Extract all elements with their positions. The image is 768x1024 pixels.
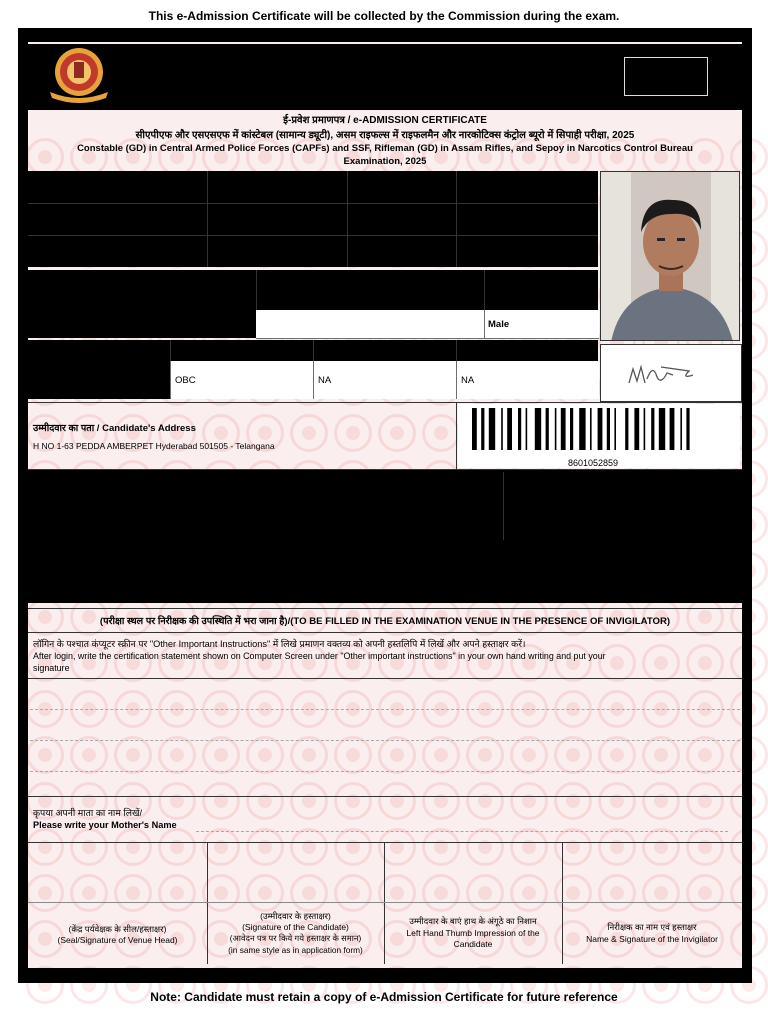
bottom-note: Note: Candidate must retain a copy of e-Admission Certificate for future reference [150, 990, 618, 1004]
writing-line[interactable] [30, 709, 740, 710]
address-value: H NO 1-63 PEDDA AMBERPET Hyderabad 501505 - Telangana [33, 441, 275, 451]
roll-number-box [624, 57, 708, 96]
watermark-emblem-icon [422, 414, 460, 452]
watermark-emblem-icon [378, 782, 416, 820]
ssc-emblem-icon [44, 46, 114, 106]
watermark-emblem-icon [378, 736, 416, 774]
candidate-signature-icon [601, 345, 741, 401]
candidate-sign-label-hindi: (उम्मीदवार के हस्ताक्षर) [260, 911, 331, 921]
watermark-emblem-icon [598, 736, 636, 774]
thumb-label-line2: Candidate [453, 939, 493, 949]
writing-line[interactable] [30, 771, 740, 772]
invigilator-signature-box[interactable] [562, 842, 742, 902]
barcode-icon [458, 404, 740, 454]
sheet-right-border [742, 28, 752, 983]
watermark-emblem-icon [202, 782, 240, 820]
watermark-emblem-icon [114, 736, 152, 774]
watermark-emblem-icon [598, 782, 636, 820]
watermark-emblem-icon [422, 736, 460, 774]
candidate-sign-label: (Signature of the Candidate) [242, 922, 349, 932]
watermark-emblem-icon [202, 736, 240, 774]
sheet-left-border [18, 28, 28, 983]
watermark-emblem-icon [334, 782, 372, 820]
venue-details-block [28, 470, 742, 603]
watermark-emblem-icon [334, 414, 372, 452]
exam-title-hindi: सीएपीएफ और एसएसएफ में कांस्टेबल (सामान्य ड्यूटी), असम राइफल्स में राइफलमैन और नारकोटिक्स कंट्रोल ब्यूरो में सिपाही परीक्षा, 2025 [135, 130, 635, 141]
candidate-sign-note: (in same style as in application form) [228, 945, 363, 955]
venue-head-label: (Seal/Signature of Venue Head) [57, 935, 178, 945]
mother-name-label: Please write your Mother's Name [33, 820, 177, 830]
watermark-emblem-icon [554, 782, 592, 820]
watermark-emblem-icon [466, 736, 504, 774]
top-note: This e-Admission Certificate will be collected by the Commission during the exam. [148, 9, 620, 23]
watermark-emblem-icon [642, 782, 680, 820]
watermark-emblem-icon [246, 736, 284, 774]
mother-name-label-hindi: कृपया अपनी माता का नाम लिखें/ [33, 808, 143, 818]
sheet-bottom-border [18, 968, 752, 983]
watermark-emblem-icon [422, 782, 460, 820]
watermark-emblem-icon [554, 644, 592, 682]
gender-value: Male [488, 319, 510, 330]
watermark-emblem-icon [510, 736, 548, 774]
exam-title-english-line2: Examination, 2025 [343, 156, 427, 167]
thumb-impression-box[interactable] [384, 842, 562, 902]
watermark-emblem-icon [290, 414, 328, 452]
candidate-signature-field[interactable] [207, 842, 384, 902]
watermark-emblem-icon [686, 782, 724, 820]
writing-line[interactable] [30, 740, 740, 741]
watermark-emblem-icon [686, 736, 724, 774]
invigilator-section-heading: (परीक्षा स्थल पर निरीक्षक की उपस्थिति में भरा जाना है)/(TO BE FILLED IN THE EXAMINATION VENUE IN THE PRESENCE OF INVIGILATOR) [99, 616, 671, 627]
watermark-emblem-icon [334, 736, 372, 774]
watermark-emblem-icon [642, 644, 680, 682]
thumb-label: Left Hand Thumb Impression of the [406, 928, 540, 938]
invigilator-label-hindi: निरीक्षक का नाम एवं हस्ताक्षर [607, 922, 697, 932]
watermark-emblem-icon [510, 782, 548, 820]
watermark-emblem-icon [158, 782, 196, 820]
candidate-sign-note-hindi: (आवेदन पत्र पर किये गये हस्ताक्षर के समान) [229, 933, 362, 943]
address-label: उम्मीदवार का पता / Candidate's Address [33, 423, 196, 434]
barcode-number: 8601052859 [568, 458, 619, 468]
category-value: OBC [175, 375, 196, 386]
sheet-top-border [18, 28, 752, 42]
na-cell-1 [313, 361, 457, 399]
thumb-label-hindi: उम्मीदवार के बाएं हाथ के अंगूठे का निशान [409, 916, 537, 926]
watermark-emblem-icon [26, 736, 64, 774]
watermark-emblem-icon [290, 736, 328, 774]
candidate-signature-box [600, 344, 742, 402]
candidate-name-row [28, 270, 598, 310]
watermark-emblem-icon [378, 414, 416, 452]
blank-cell [256, 310, 484, 339]
venue-head-label-hindi: (केंद्र पर्यवेक्षक के सील/हस्ताक्षर) [68, 924, 167, 934]
instruction-hindi: लॉगिन के पश्चात कंप्यूटर स्क्रीन पर "Other Important Instructions" में लिखे प्रमाणन वक्तव्य को अपनी हस्तलिपि में लिखें और अपने हस्ताक्षर करें। [33, 639, 526, 649]
watermark-emblem-icon [554, 736, 592, 774]
instruction-english-line2: signature [33, 663, 70, 673]
venue-head-signature-box[interactable] [28, 842, 207, 902]
candidate-photo [600, 171, 740, 341]
watermark-emblem-icon [70, 736, 108, 774]
exam-title-english: Constable (GD) in Central Armed Police Forces (CAPFs) and SSF, Rifleman (GD) in Assam Rifles, and Sepoy in Narcotics Control Bureau [77, 143, 693, 154]
na-value-1: NA [318, 375, 332, 386]
watermark-emblem-icon [598, 644, 636, 682]
watermark-emblem-icon [466, 782, 504, 820]
watermark-emblem-icon [642, 736, 680, 774]
watermark-emblem-icon [290, 782, 328, 820]
candidate-details-grid [28, 171, 598, 267]
watermark-emblem-icon [686, 644, 724, 682]
certificate-title: ई-प्रवेश प्रमाणपत्र / e-ADMISSION CERTIFICATE [283, 115, 487, 126]
watermark-emblem-icon [246, 782, 284, 820]
invigilator-label: Name & Signature of the Invigilator [586, 934, 718, 944]
mother-name-line[interactable] [196, 831, 728, 832]
na-cell-2 [456, 361, 599, 399]
watermark-emblem-icon [158, 736, 196, 774]
category-first-cell [28, 361, 170, 399]
dob-cell [28, 310, 256, 338]
na-value-2: NA [461, 375, 475, 386]
instruction-english: After login, write the certification statement shown on Computer Screen under "Other important instructions" in your own hand writing and put your [33, 651, 606, 661]
